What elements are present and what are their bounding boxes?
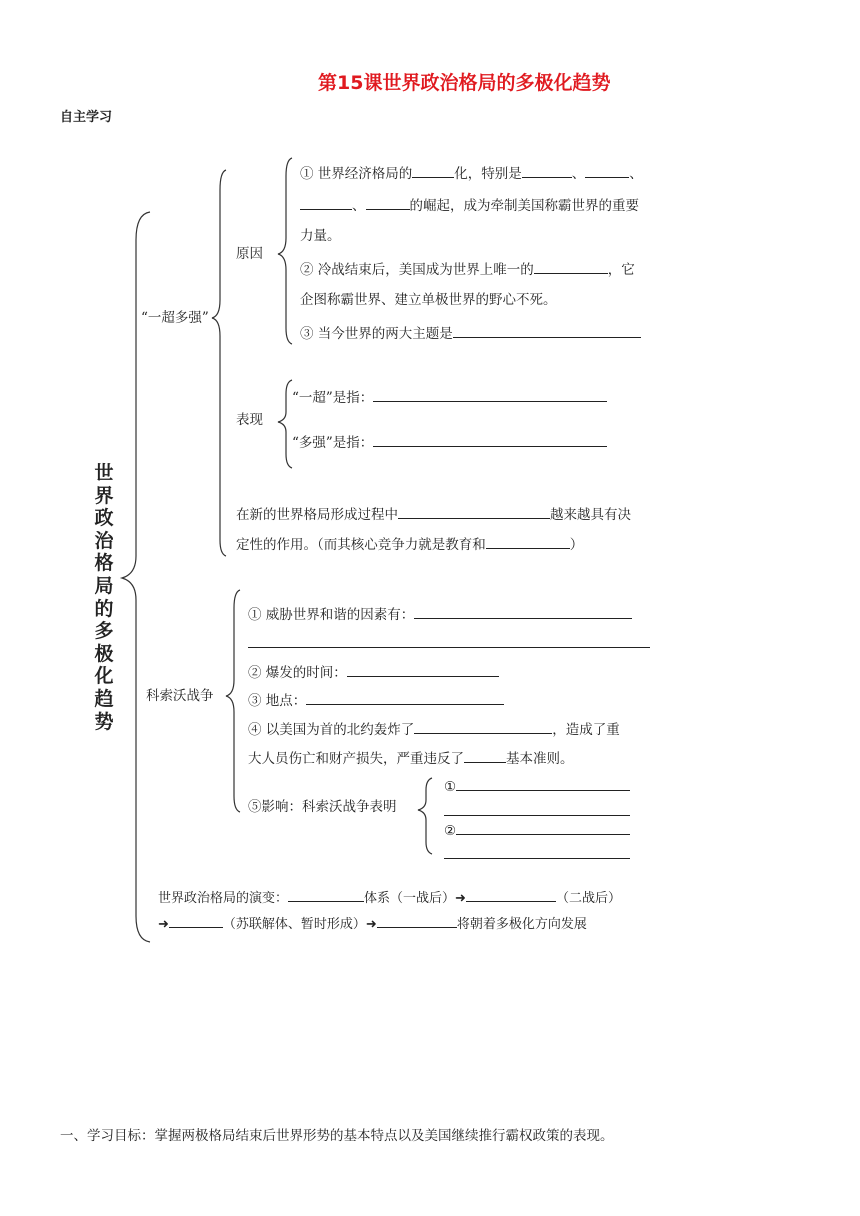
impact-brace — [418, 778, 432, 854]
blank[interactable] — [398, 504, 550, 519]
blank[interactable] — [456, 776, 630, 791]
blank[interactable] — [534, 259, 608, 274]
cause-2c: 企图称霸世界、建立单极世界的野心不死。 — [300, 292, 557, 308]
impact-sub-1: ① — [444, 779, 457, 795]
show-brace — [278, 380, 292, 468]
cause-1g: 力量。 — [300, 228, 341, 244]
evolution-e: 将朝着多极化方向发展 — [456, 917, 587, 932]
blank[interactable] — [366, 195, 410, 210]
blank[interactable] — [466, 887, 556, 902]
cause-1e: 、 — [352, 198, 366, 214]
blank[interactable] — [347, 662, 499, 677]
evolution-a: 世界政治格局的演变： — [158, 891, 289, 906]
blank[interactable] — [377, 913, 457, 928]
blank[interactable] — [412, 163, 454, 178]
show-2: “多强”是指： — [292, 435, 374, 451]
cause-line-1 — [300, 163, 643, 183]
answer-line[interactable] — [444, 858, 630, 859]
cause-1f: 的崛起，成为牵制美国称霸世界的重要 — [409, 198, 639, 214]
kosovo-line-3 — [248, 690, 504, 710]
show-line-1 — [292, 387, 607, 407]
kosovo-item-3: ③ 地点： — [248, 693, 307, 709]
impact-sub-2: ② — [444, 823, 457, 839]
arrow-icon: ➜ — [365, 917, 377, 932]
new-b: 越来越具有决 — [550, 507, 631, 523]
kosovo-label: 科索沃战争 — [146, 688, 214, 704]
blank[interactable] — [169, 913, 223, 928]
learning-goal: 一、学习目标：掌握两极格局结束后世界形势的基本特点以及美国继续推行霸权政策的表现。 — [60, 1128, 614, 1144]
blank[interactable] — [288, 887, 364, 902]
show-line-2 — [292, 432, 607, 452]
kosovo-line-1 — [248, 604, 632, 624]
blank[interactable] — [306, 690, 504, 705]
impact-line-1 — [444, 776, 630, 796]
impact-line-2 — [444, 820, 630, 840]
kosovo-line-4 — [248, 719, 620, 739]
new-c: 定性的作用。（而其核心竞争力就是教育和 — [236, 537, 486, 553]
cause-1b: 化，特别是 — [454, 166, 522, 182]
blank[interactable] — [486, 534, 570, 549]
evolution-line-2 — [158, 913, 587, 934]
cause-label: 原因 — [236, 246, 263, 262]
blank[interactable] — [414, 719, 552, 734]
blank[interactable] — [453, 323, 641, 338]
section-heading: 自主学习 — [60, 110, 113, 125]
cause-brace — [278, 158, 292, 344]
show-1: “一超”是指： — [292, 390, 374, 406]
cause-1d: 、 — [629, 166, 643, 182]
evolution-b: 体系（一战后） — [364, 891, 456, 906]
vertical-title: 世界政治格局的多极化趋势 — [94, 462, 114, 733]
blank[interactable] — [300, 195, 352, 210]
kosovo-line-2 — [248, 662, 499, 682]
blank[interactable] — [522, 163, 572, 178]
kosovo-item-4a: ④ 以美国为首的北约轰炸了 — [248, 722, 415, 738]
evolution-d: （苏联解体、暂时形成） — [222, 917, 366, 932]
blank[interactable] — [373, 432, 607, 447]
kosovo-brace — [226, 590, 240, 812]
kosovo-line-5 — [248, 748, 574, 768]
blank[interactable] — [414, 604, 632, 619]
blank[interactable] — [373, 387, 607, 402]
cause-2b: ，它 — [607, 262, 635, 278]
evolution-c: （二战后） — [555, 891, 621, 906]
new-line-2 — [236, 534, 583, 554]
kosovo-item-2: ② 爆发的时间： — [248, 665, 347, 681]
page-title: 第15课世界政治格局的多极化趋势 — [318, 72, 611, 94]
cause-1c: 、 — [571, 166, 586, 182]
cause-3: ③ 当今世界的两大主题是 — [300, 326, 453, 342]
one-super-brace — [212, 170, 226, 556]
kosovo-item-5: ⑤影响：科索沃战争表明 — [248, 799, 397, 815]
arrow-icon: ➜ — [158, 917, 169, 932]
kosovo-item-4c: 大人员伤亡和财产损失，严重违反了 — [248, 751, 464, 767]
new-line-1 — [236, 504, 631, 524]
cause-2a: ② 冷战结束后，美国成为世界上唯一的 — [300, 262, 534, 278]
cause-line-3 — [300, 259, 635, 279]
kosovo-item-4b: ，造成了重 — [552, 722, 620, 738]
show-label: 表现 — [236, 412, 263, 428]
blank[interactable] — [585, 163, 629, 178]
answer-line[interactable] — [248, 647, 650, 648]
evolution-line-1 — [158, 887, 621, 908]
cause-1a: ① 世界经济格局的 — [300, 166, 413, 182]
blank[interactable] — [456, 820, 630, 835]
arrow-icon: ➜ — [455, 891, 466, 906]
new-a: 在新的世界格局形成过程中 — [236, 507, 398, 523]
cause-line-2 — [300, 195, 639, 215]
one-super-label: “一超多强” — [141, 310, 209, 326]
blank[interactable] — [464, 748, 506, 763]
new-d: ） — [569, 537, 584, 553]
kosovo-item-4d: 基本准则。 — [506, 751, 574, 767]
kosovo-item-1: ① 威胁世界和谐的因素有： — [248, 607, 415, 623]
cause-line-5 — [300, 323, 641, 343]
answer-line[interactable] — [444, 815, 630, 816]
